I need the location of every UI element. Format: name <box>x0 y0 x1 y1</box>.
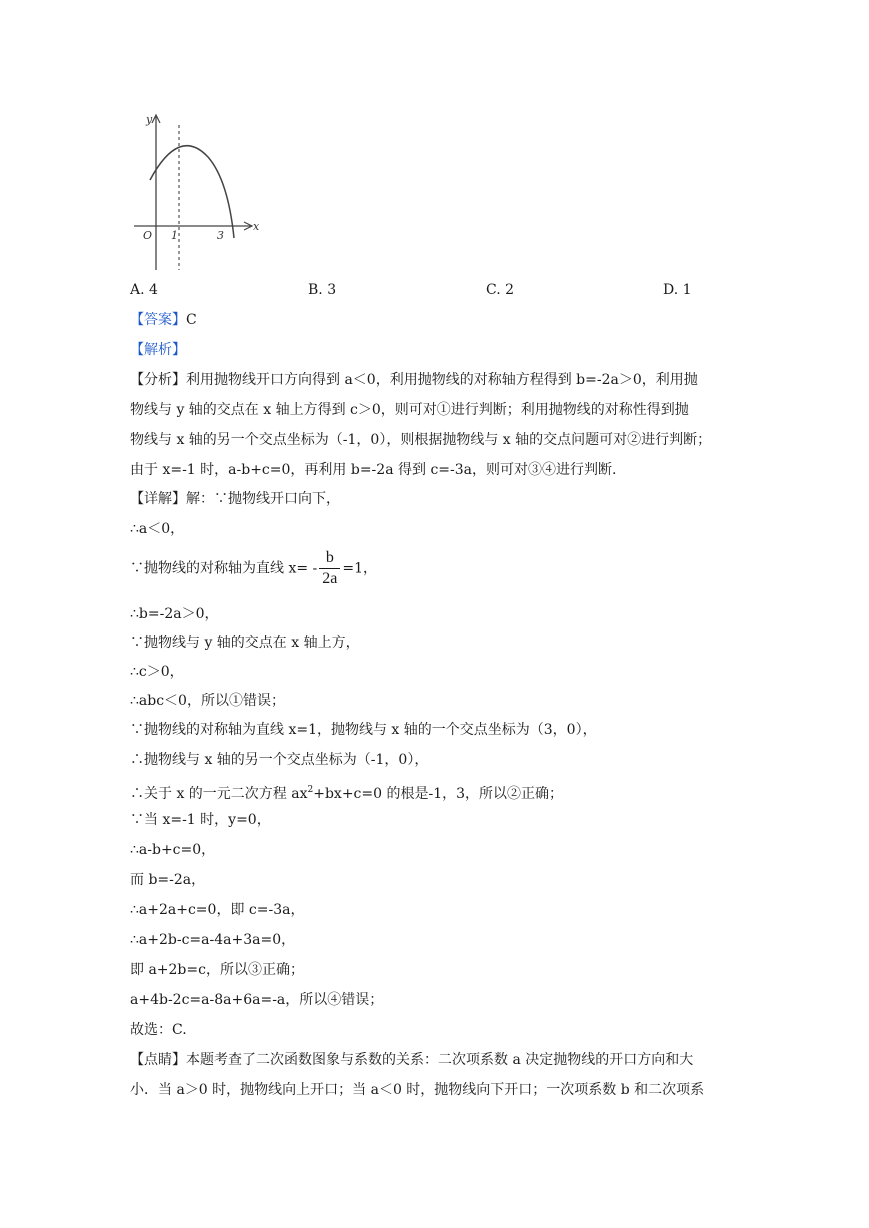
option-d: D. 1 <box>663 282 692 298</box>
analysis-heading <box>130 340 750 360</box>
analysis-tag: 【解析】 <box>130 342 186 358</box>
y-axis-label: y <box>146 113 153 126</box>
tick-label-3: 3 <box>217 229 224 242</box>
option-a: A. 4 <box>130 282 158 298</box>
detail-line-4: ∴b=-2a＞0， <box>130 606 219 622</box>
detail-line-1 <box>130 489 750 509</box>
option-c: C. 2 <box>486 282 515 298</box>
dianjing-line-2: 小．当 a＞0 时，抛物线向上开口；当 a＜0 时，抛物线向下开口；一次项系数 b 和二次项系 <box>130 1082 705 1098</box>
detail-line-11: ∵当 x=-1 时，y=0， <box>130 812 271 828</box>
x-axis-label: x <box>253 220 260 233</box>
detail-line-13: 而 b=-2a， <box>130 872 206 888</box>
answer-value: C <box>186 312 197 328</box>
detail-line-3 <box>130 548 750 592</box>
answer-options <box>130 282 750 302</box>
option-b: B. 3 <box>308 282 337 298</box>
parabola-graph <box>128 110 260 272</box>
fraction-b-over-2a <box>319 548 340 589</box>
tick-label-1: 1 <box>171 229 178 242</box>
detail-line-17: a+4b-2c=a-8a+6a=-a，所以④错误； <box>130 992 384 1008</box>
detail-text-10-pre: ∴关于 x 的一元二次方程 ax <box>130 786 308 802</box>
fraction-numerator: b <box>325 549 334 566</box>
detail-text-1: 解：∵抛物线开口向下， <box>186 491 340 507</box>
fenxi-text-1: 利用抛物线开口方向得到 a＜0，利用抛物线的对称轴方程得到 b=-2a＞0，利用抛 <box>186 372 698 388</box>
detail-line-8: ∵抛物线的对称轴为直线 x=1，抛物线与 x 轴的一个交点坐标为（3，0）， <box>130 722 597 738</box>
dianjing-text-1: 本题考查了二次函数图象与系数的关系：二次项系数 a 决定抛物线的开口方向和大 <box>186 1052 694 1068</box>
detail-line-2: ∴a＜0， <box>130 521 185 537</box>
answer-line <box>130 310 750 330</box>
detail-tag: 【详解】 <box>130 491 186 507</box>
detail-line-16: 即 a+2b=c，所以③正确； <box>130 962 304 978</box>
detail-text-3-post: =1， <box>342 560 378 577</box>
detail-text-10-post: +bx+c=0 的根是-1，3，所以②正确； <box>313 786 564 802</box>
fenxi-line-1 <box>130 370 750 390</box>
detail-line-7: ∴abc＜0，所以①错误； <box>130 693 285 709</box>
dianjing-line-1 <box>130 1050 750 1070</box>
fraction-denominator: 2a <box>319 568 340 589</box>
detail-line-6: ∴c＞0， <box>130 664 184 680</box>
fenxi-line-2: 物线与 y 轴的交点在 x 轴上方得到 c＞0，则可对①进行判断；利用抛物线的对称性得到抛 <box>130 402 689 418</box>
detail-line-15: ∴a+2b-c=a-4a+3a=0， <box>130 932 296 948</box>
exponent-2: 2 <box>307 785 314 795</box>
detail-line-14: ∴a+2a+c=0，即 c=-3a， <box>130 902 305 918</box>
detail-line-5: ∵抛物线与 y 轴的交点在 x 轴上方， <box>130 635 360 651</box>
answer-tag: 【答案】 <box>130 312 186 328</box>
detail-line-10 <box>130 780 750 804</box>
parabola-curve <box>150 146 234 238</box>
dianjing-tag: 【点睛】 <box>130 1052 186 1068</box>
fenxi-tag: 【分析】 <box>130 372 186 388</box>
detail-line-9: ∴抛物线与 x 轴的另一个交点坐标为（-1，0）， <box>130 752 429 768</box>
detail-text-3-pre: ∵抛物线的对称轴为直线 x= - <box>130 560 318 577</box>
fenxi-line-3: 物线与 x 轴的另一个交点坐标为（-1，0），则根据抛物线与 x 轴的交点问题可对②进行判断； <box>130 432 712 448</box>
detail-line-18: 故选：C. <box>130 1022 187 1038</box>
origin-label: O <box>143 229 153 242</box>
detail-line-12: ∴a-b+c=0， <box>130 842 216 858</box>
fenxi-line-4: 由于 x=-1 时，a-b+c=0，再利用 b=-2a 得到 c=-3a，则可对③④进行判断. <box>130 462 617 478</box>
